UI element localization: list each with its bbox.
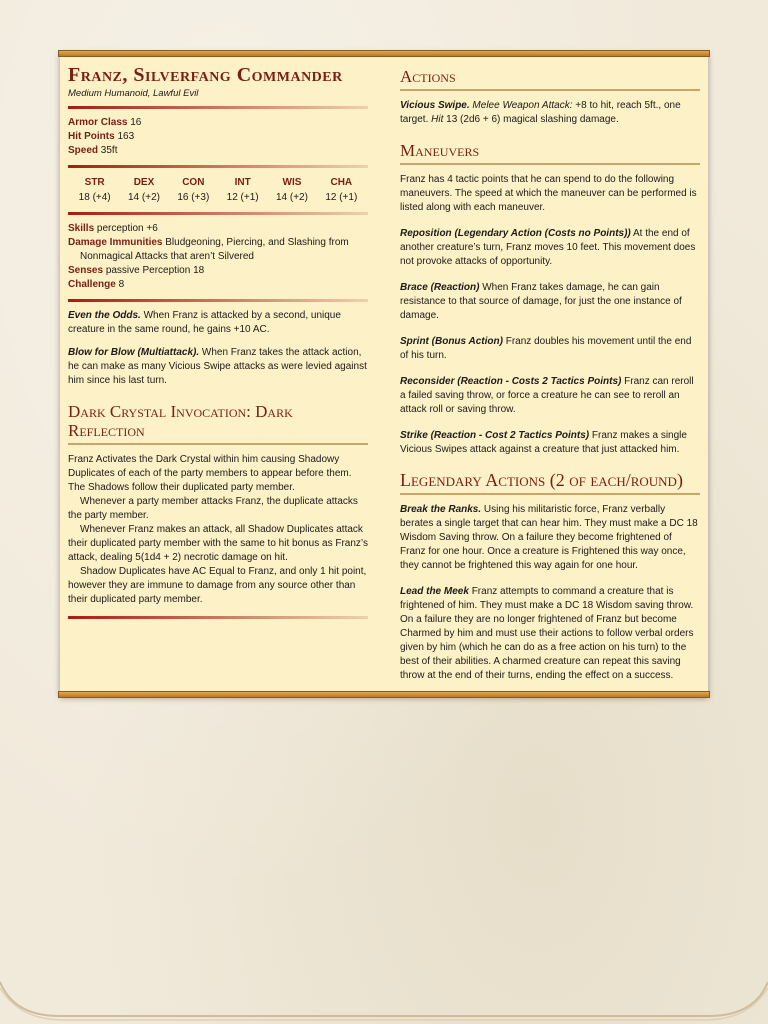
left-column (68, 62, 368, 626)
trait-blow-for-blow: Blow for Blow (Multiattack). When Franz takes the attack action, he can make as many Vicious Swipe attacks as were levied against him since his last turn. (68, 347, 367, 386)
ability-wis: WIS 14 (+2) (275, 177, 308, 203)
divider (68, 165, 368, 168)
creature-subtitle: Medium Humanoid, Lawful Evil (68, 88, 199, 99)
bottom-border-bar (58, 691, 710, 698)
dark-crystal-paragraph: Whenever a party member attacks Franz, the duplicate attacks the party member. (68, 496, 358, 521)
creature-name: Franz, Silverfang Commander (68, 64, 343, 86)
legendary-actions-heading: Legendary Actions (2 of each/round) (400, 470, 683, 490)
action-vicious-swipe: Vicious Swipe. Melee Weapon Attack: +8 to hit, reach 5ft., one target. Hit 13 (2d6 + 6) magical slashing damage. (400, 100, 681, 125)
ability-str: STR 18 (+4) (78, 177, 111, 203)
right-column (400, 62, 700, 692)
legendary-break-the-ranks: Break the Ranks. Using his militaristic force, Franz verbally berates a single target that can hear him. They must make a DC 18 Wisdom Saving throw. On a failure they become frightened of Franz for one hour. Once a creature is Frightened this way once, they cannot be frightened this way again for one hour. (400, 504, 698, 571)
armor-class: Armor Class 16 (68, 117, 142, 128)
challenge: Challenge 8 (68, 279, 125, 290)
heading-underline (400, 493, 700, 495)
ability-scores (68, 175, 368, 205)
divider (68, 212, 368, 215)
heading-underline (400, 89, 700, 91)
damage-immunities: Damage Immunities Bludgeoning, Piercing, and Slashing from Nonmagical Attacks that aren’t Silvered (68, 237, 349, 262)
ability-int: INT 12 (+1) (226, 177, 259, 203)
heading-underline (400, 163, 700, 165)
divider (68, 616, 368, 619)
ability-dex: DEX 14 (+2) (128, 177, 160, 203)
stat-block (60, 52, 708, 696)
senses: Senses passive Perception 18 (68, 265, 205, 276)
trait-even-the-odds: Even the Odds. When Franz is attacked by a second, unique creature in the same round, he gains +10 AC. (68, 310, 341, 335)
heading-underline (68, 443, 368, 445)
divider (68, 299, 368, 302)
footer-ornament (0, 976, 768, 1024)
skills: Skills perception +6 (68, 223, 158, 234)
maneuver-sprint: Sprint (Bonus Action) Franz doubles his movement until the end of his turn. (400, 336, 692, 361)
divider (68, 106, 368, 109)
maneuver-reconsider: Reconsider (Reaction - Costs 2 Tactics Points) Franz can reroll a failed saving throw, or force a creature he can see to reroll an attack roll or saving throw. (400, 376, 694, 415)
ability-cha: CHA 12 (+1) (325, 177, 358, 203)
maneuvers-heading: Maneuvers (400, 141, 480, 160)
hit-points: Hit Points 163 (68, 131, 135, 142)
speed: Speed 35ft (68, 145, 118, 156)
maneuvers-intro: Franz has 4 tactic points that he can spend to do the following maneuvers. The speed at which the maneuver can be performed is listed along with each maneuver. (400, 174, 697, 213)
dark-crystal-paragraph: Whenever Franz makes an attack, all Shadow Duplicates attack their duplicated party member with the same to hit bonus as Franz’s attack, dealing 5(1d4 + 2) necrotic damage on hit. (68, 524, 368, 563)
maneuver-reposition: Reposition (Legendary Action (Costs no Points)) At the end of another creature’s turn, Franz moves 10 feet. This movement does not provoke attacks of opportunity. (400, 228, 696, 267)
ability-con: CON 16 (+3) (177, 177, 210, 203)
dark-crystal-paragraph: Shadow Duplicates have AC Equal to Franz, and only 1 hit point, however they are immune to damage from any source other than their duplicated party member. (68, 566, 367, 605)
maneuver-strike: Strike (Reaction - Cost 2 Tactics Points) Franz makes a single Vicious Swipes attack against a creature that just attacked him. (400, 430, 687, 455)
maneuver-brace: Brace (Reaction) When Franz takes damage, he can gain resistance to that source of damage, for just the one instance of damage. (400, 282, 682, 321)
actions-heading: Actions (400, 67, 456, 86)
dark-crystal-paragraph: Franz Activates the Dark Crystal within him causing Shadowy Duplicates of each of the party members to appear before them. The Shadows follow their duplicated party member. (68, 454, 352, 493)
dark-crystal-heading: Dark Crystal Invocation: Dark Reflection (68, 402, 293, 440)
top-border-bar (58, 50, 710, 57)
legendary-lead-the-meek: Lead the Meek Franz attempts to command a creature that is frightened of him. They must make a DC 18 Wisdom saving throw. On a failure they are no longer frightened of Franz but become Charmed by him and must use their actions to follow verbal orders given by him (which he can do as a free action on his turn) to the best of their abilities. A charmed creature can repeat this saving throw at the end of their turns, ending the effect on a success. (400, 586, 694, 681)
